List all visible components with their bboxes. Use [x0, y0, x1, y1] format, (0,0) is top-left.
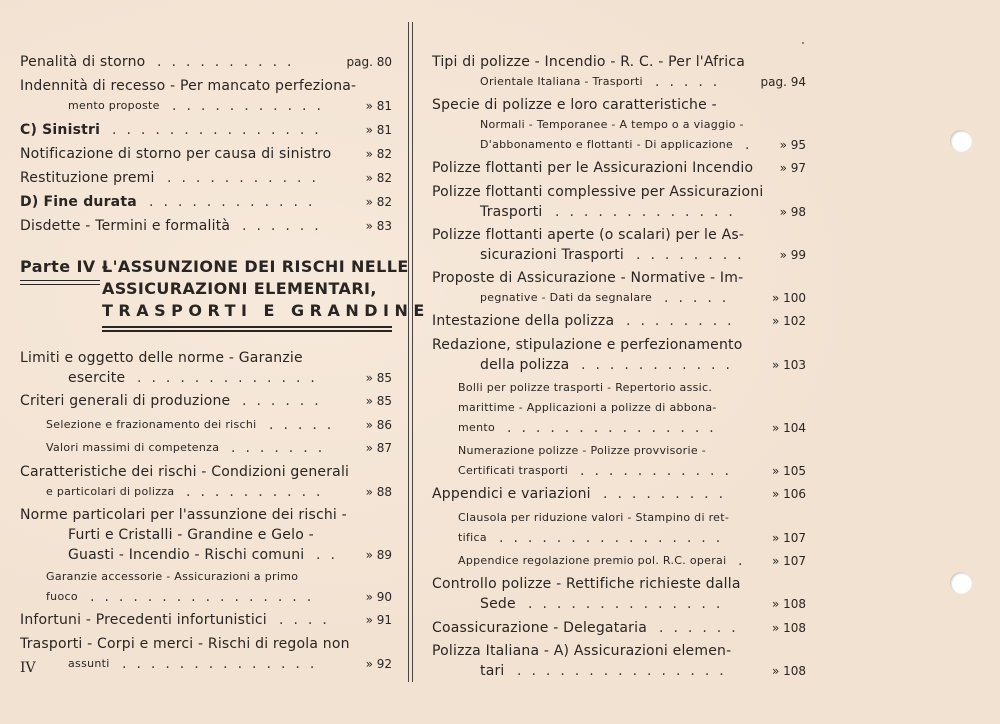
toc-line [432, 202, 806, 222]
toc-entry [432, 441, 806, 481]
toc-entry [432, 268, 806, 308]
leader-dots: ............. [137, 370, 325, 386]
toc-entry-text: Indennità di recesso - Per mancato perfeziona- [20, 78, 357, 94]
page-reference: » 81 [365, 123, 392, 137]
toc-line [20, 144, 392, 164]
page-reference: » 92 [365, 656, 392, 671]
leader-dots: ................ [90, 589, 322, 605]
toc-entry [432, 551, 806, 571]
toc-line [20, 654, 392, 674]
page-reference: » 106 [771, 487, 806, 501]
toc-entry-text: fuoco [46, 590, 78, 603]
leader-dots: .......... [186, 483, 331, 500]
column-divider [408, 22, 409, 682]
toc-line [432, 574, 806, 594]
toc-line [20, 120, 392, 140]
toc-entry [20, 52, 392, 72]
toc-entry [432, 508, 806, 548]
leader-dots: ...... [242, 218, 329, 234]
page-reference: pag. 94 [760, 75, 806, 89]
toc-line [432, 288, 806, 308]
toc-entry-text: Restituzione premi [20, 170, 155, 186]
toc-entry-text: Normali - Temporanee - A tempo o a viaggio - [480, 118, 744, 132]
toc-entry-text: della polizza [480, 356, 570, 373]
page-reference: » 83 [365, 219, 392, 233]
leader-dots: .. [316, 546, 345, 563]
toc-entry-text: pegnative - Dati da segnalare [480, 291, 653, 304]
toc-entry-text: Certificati trasporti [458, 463, 569, 477]
page-reference: » 88 [365, 484, 392, 499]
toc-line [432, 135, 806, 155]
toc-line [432, 641, 806, 661]
toc-line [432, 182, 806, 202]
toc-line [20, 192, 392, 212]
page-reference: » 99 [779, 247, 806, 262]
toc-line [432, 115, 806, 135]
toc-entry [432, 378, 806, 438]
toc-entry-text: Numerazione polizze - Polizze provvisorie - [458, 443, 706, 457]
toc-line [20, 525, 392, 545]
toc-line [432, 378, 806, 398]
leader-dots: ........ [636, 246, 752, 263]
column-divider [412, 22, 413, 682]
binder-hole [950, 572, 972, 594]
toc-entry-text: Furti e Cristalli - Grandine e Gelo - [68, 526, 314, 543]
heading-line-3: TRASPORTI E GRANDINE [102, 301, 430, 320]
toc-entry-text: Appendici e variazioni [432, 486, 591, 502]
toc-entry-text: Redazione, stipulazione e perfezionamento [432, 336, 743, 353]
toc-line [432, 355, 806, 375]
toc-entry-text: esercite [68, 370, 126, 386]
page-reference: » 85 [365, 394, 392, 408]
toc-entry [20, 168, 392, 188]
toc-entry-text: Penalità di storno [20, 54, 146, 70]
toc-entry [432, 335, 806, 375]
toc-entry [432, 95, 806, 155]
toc-entry-text: Limiti e oggetto delle norme - Garanzie [20, 350, 303, 366]
leader-dots: ............. [555, 203, 743, 220]
toc-line [432, 268, 806, 288]
toc-line [432, 311, 806, 331]
leader-dots: ............... [507, 420, 724, 436]
toc-line [20, 415, 392, 435]
toc-entry [20, 216, 392, 236]
toc-line [20, 610, 392, 630]
toc-line [432, 52, 806, 72]
toc-entry-text: Disdette - Termini e formalità [20, 218, 231, 234]
toc-entry-text: Appendice regolazione premio pol. R.C. operai [458, 553, 727, 567]
toc-line [432, 661, 806, 681]
toc-entry-text: e particolari di polizza [46, 484, 175, 498]
page-reference: » 90 [365, 590, 392, 604]
heading-underline [102, 326, 392, 328]
page-reference: » 81 [365, 99, 392, 113]
leader-dots: ...... [242, 393, 329, 409]
toc-entry [20, 415, 392, 435]
page-reference: » 107 [771, 530, 806, 545]
toc-line [20, 545, 392, 565]
toc-line [20, 96, 392, 116]
page-reference: » 107 [771, 553, 806, 568]
toc-entry-text: Orientale Italiana - Trasporti [480, 75, 643, 88]
heading-rule [20, 280, 100, 281]
page-reference: » 105 [771, 463, 806, 478]
toc-entry [20, 462, 392, 502]
toc-line [432, 72, 806, 92]
toc-entry-text: tifica [458, 530, 487, 544]
leader-dots: ............ [149, 194, 323, 210]
toc-entry-text: C) Sinistri [20, 122, 101, 138]
toc-line [432, 528, 806, 548]
toc-line [20, 52, 392, 72]
toc-line [432, 418, 806, 438]
toc-entry [432, 618, 806, 638]
toc-line [20, 391, 392, 411]
toc-entry-text: mento proposte [68, 99, 160, 112]
toc-entry [432, 52, 806, 92]
leader-dots: ........... [580, 462, 739, 479]
leader-dots: ........... [581, 356, 740, 373]
toc-line [20, 168, 392, 188]
leader-dots: . [738, 552, 753, 569]
leader-dots: ..... [269, 416, 342, 433]
toc-line [20, 348, 392, 368]
page-reference: » 82 [365, 171, 392, 185]
page-reference: » 89 [365, 547, 392, 562]
toc-line [20, 587, 392, 607]
toc-entry-text: Polizza Italiana - A) Assicurazioni elemen- [432, 643, 732, 660]
toc-entry [432, 158, 806, 178]
leader-dots: ..... [655, 74, 728, 90]
page-reference: » 91 [365, 613, 392, 627]
leader-dots: ...... [659, 619, 746, 636]
page-reference: » 97 [779, 161, 806, 175]
leader-dots: ............... [517, 663, 734, 680]
toc-entry [20, 634, 392, 674]
toc-line [432, 551, 806, 571]
toc-line [432, 618, 806, 638]
page-reference: » 102 [771, 314, 806, 329]
page-reference: » 85 [365, 371, 392, 385]
toc-entry-text: Selezione e frazionamento dei rischi [46, 417, 257, 431]
toc-line [20, 634, 392, 654]
toc-entry-text: mento [458, 421, 495, 434]
toc-entry [20, 391, 392, 411]
toc-entry-text: Infortuni - Precedenti infortunistici [20, 612, 267, 628]
toc-entry-text: Controllo polizze - Rettifiche richieste dalla [432, 576, 741, 593]
leader-dots: . [745, 137, 760, 154]
toc-entry-text: Specie di polizze e loro caratteristiche - [432, 97, 717, 114]
toc-line [432, 441, 806, 461]
leader-dots: ............... [112, 122, 329, 138]
toc-entry-text: Trasporti [480, 203, 543, 220]
leader-dots: ........... [172, 98, 331, 114]
toc-entry-text: Criteri generali di produzione [20, 393, 231, 409]
toc-entry-text: Garanzie accessorie - Assicurazioni a primo [46, 570, 299, 583]
toc-entry-text: Trasporti - Corpi e merci - Rischi di regola non [20, 635, 350, 652]
toc-entry-text: assunti [68, 656, 110, 670]
toc-entry-text: D'abbonamento e flottanti - Di applicazione [480, 138, 734, 152]
toc-entry [432, 641, 806, 681]
toc-entry [20, 192, 392, 212]
toc-entry-text: Intestazione della polizza [432, 313, 615, 330]
toc-entry [20, 610, 392, 630]
toc-line [432, 158, 806, 178]
toc-entry-text: Polizze flottanti complessive per Assicurazioni [432, 183, 764, 200]
toc-entry [432, 225, 806, 265]
binder-hole [950, 130, 972, 152]
toc-line [20, 505, 392, 525]
toc-entry [432, 574, 806, 614]
leader-dots: .............. [528, 596, 731, 613]
toc-entry-text: Polizze flottanti aperte (o scalari) per le As- [432, 226, 745, 243]
toc-entry-text: Valori massimi di competenza [46, 441, 220, 454]
toc-entry-text: Polizze flottanti per le Assicurazioni Incendio [432, 160, 754, 176]
toc-line [432, 461, 806, 481]
page-reference: pag. 80 [346, 55, 392, 69]
toc-line [20, 482, 392, 502]
toc-entry-text: Guasti - Incendio - Rischi comuni [68, 546, 305, 563]
toc-line [20, 438, 392, 458]
toc-line [20, 76, 392, 96]
toc-line [432, 484, 806, 504]
leader-dots: ........... [167, 170, 326, 186]
page-reference: » 82 [365, 195, 392, 209]
page-reference: » 104 [771, 421, 806, 435]
toc-entry [432, 484, 806, 504]
toc-entry-text: sicurazioni Trasporti [480, 246, 625, 263]
leader-dots: ........ [626, 313, 742, 330]
leader-dots: ..... [664, 290, 737, 306]
toc-entry-text: Tipi di polizze - Incendio - R. C. - Per l'Africa [432, 54, 745, 70]
leader-dots: .... [279, 612, 337, 628]
heading-line-2: ASSICURAZIONI ELEMENTARI, [102, 279, 377, 298]
toc-line [432, 245, 806, 265]
toc-line [20, 216, 392, 236]
heading-prefix: Parte IV - [20, 257, 109, 276]
heading-rule [20, 284, 100, 285]
leader-dots: .......... [157, 54, 302, 70]
toc-entry [20, 438, 392, 458]
leader-dots: .............. [122, 655, 325, 672]
toc-entry-text: Notificazione di storno per causa di sinistro [20, 146, 332, 162]
page-reference: » 95 [779, 138, 806, 153]
toc-entry [20, 120, 392, 140]
leader-dots: ................ [499, 529, 731, 546]
page-reference: » 98 [779, 204, 806, 219]
page-reference: » 103 [771, 357, 806, 372]
toc-entry-text: tari [480, 663, 505, 680]
toc-entry-text: D) Fine durata [20, 194, 137, 210]
page-reference: » 108 [771, 597, 806, 612]
toc-entry [432, 182, 806, 222]
toc-line [432, 335, 806, 355]
toc-line [20, 567, 392, 587]
toc-line [20, 462, 392, 482]
toc-entry [20, 505, 392, 565]
toc-entry-text: Caratteristiche dei rischi - Condizioni generali [20, 463, 350, 480]
toc-entry-text: Sede [480, 596, 516, 613]
toc-entry [20, 144, 392, 164]
toc-entry-text: Coassicurazione - Delegataria [432, 619, 648, 636]
toc-entry-text: marittime - Applicazioni a polizze di abbona- [458, 401, 717, 414]
toc-entry [432, 311, 806, 331]
toc-line [432, 225, 806, 245]
toc-entry-text: Clausola per riduzione valori - Stampino di ret- [458, 510, 730, 524]
page-number: IV [20, 660, 36, 676]
toc-line [20, 368, 392, 388]
page-reference: » 100 [771, 291, 806, 305]
toc-entry-text: Norme particolari per l'assunzione dei rischi - [20, 506, 347, 523]
heading-underline [102, 330, 392, 332]
toc-entry-text: Bolli per polizze trasporti - Repertorio assic. [458, 381, 713, 394]
toc-entry [20, 348, 392, 388]
leader-dots: ......... [603, 486, 734, 502]
toc-entry-text: Proposte di Assicurazione - Normative - Im- [432, 270, 744, 286]
paper-speck [802, 42, 804, 44]
heading-line-1: L'ASSUNZIONE DEI RISCHI NELLE [102, 257, 409, 276]
toc-line [432, 95, 806, 115]
page-reference: » 82 [365, 147, 392, 161]
toc-line [432, 508, 806, 528]
toc-line [432, 594, 806, 614]
toc-entry [20, 567, 392, 607]
toc-line [432, 398, 806, 418]
page-reference: » 87 [365, 441, 392, 455]
page-reference: » 86 [365, 417, 392, 432]
page-reference: » 108 [771, 664, 806, 679]
leader-dots: ....... [231, 440, 333, 456]
toc-entry [20, 76, 392, 116]
page-reference: » 108 [771, 620, 806, 635]
